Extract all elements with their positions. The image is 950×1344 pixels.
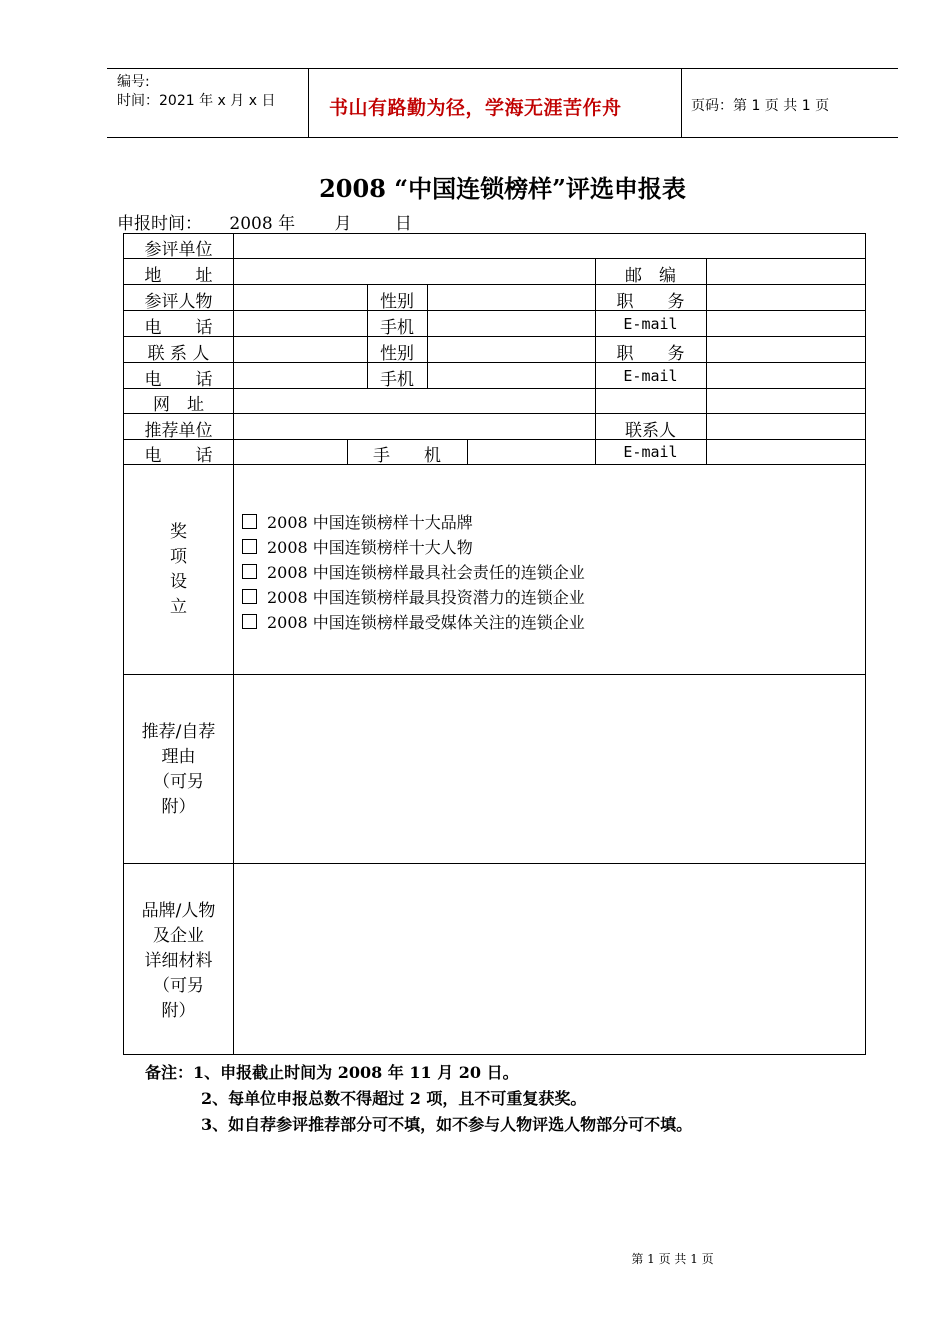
form-title: 2008 “中国连锁榜样”评选申报表 [319, 174, 686, 203]
contact-person-label: 联系人 [625, 421, 676, 441]
row-line [124, 439, 865, 440]
award-option[interactable]: 2008 中国连锁榜样十大品牌 [242, 510, 585, 535]
application-date [117, 209, 412, 234]
row-line [124, 258, 865, 259]
number-label: 编号: [117, 74, 150, 90]
mobile-label: 手机 [380, 370, 414, 390]
award-option[interactable]: 2008 中国连锁榜样最受媒体关注的连锁企业 [242, 610, 585, 635]
participant-unit-label: 参评单位 [144, 240, 213, 260]
email-label: E-mail [623, 367, 678, 385]
col-line [233, 234, 234, 1054]
email-label: E-mail [623, 443, 678, 461]
checkbox-icon[interactable] [242, 589, 257, 604]
header-divider [681, 69, 682, 137]
row-line [124, 863, 865, 864]
phone-label: 电 话 [144, 370, 213, 390]
phone-label: 电 话 [144, 446, 213, 466]
checkbox-icon[interactable] [242, 539, 257, 554]
row-line [124, 336, 865, 337]
col-line [467, 439, 468, 464]
row-line [124, 362, 865, 363]
time-label: 时间：2021 年 x 月 x 日 [117, 93, 276, 109]
awards-label: 奖 项 设 立 [170, 522, 187, 617]
header-meta [117, 73, 275, 111]
reason-label: 推荐/自荐 理由 （可另 附） [141, 722, 216, 817]
postcode-label: 邮 编 [625, 266, 676, 286]
position-label: 职 务 [616, 344, 685, 364]
note-item: 备注：1、申报截止时间为 2008 年 11 月 20 日。 [145, 1063, 519, 1082]
row-line [124, 284, 865, 285]
note-item: 2、每单位申报总数不得超过 2 项，且不可重复获奖。 [201, 1089, 587, 1108]
checkbox-icon[interactable] [242, 564, 257, 579]
row-line [124, 464, 865, 465]
row-line [124, 674, 865, 675]
date-year: 2008 年 [229, 214, 296, 234]
date-day: 日 [394, 214, 412, 234]
award-option[interactable]: 2008 中国连锁榜样最具社会责任的连锁企业 [242, 560, 585, 585]
award-option[interactable]: 2008 中国连锁榜样最具投资潜力的连锁企业 [242, 585, 585, 610]
position-label: 职 务 [616, 292, 685, 312]
application-table [123, 233, 866, 1055]
website-label: 网 址 [153, 395, 204, 415]
address-label: 地 址 [144, 266, 213, 286]
participant-person-label: 参评人物 [144, 292, 213, 312]
notes [145, 1060, 692, 1138]
date-month: 月 [334, 214, 352, 234]
gender-label: 性别 [380, 292, 414, 312]
gender-label: 性别 [380, 344, 414, 364]
header-divider [308, 69, 309, 137]
contact-label: 联 系 人 [147, 344, 210, 364]
mobile-label: 手机 [380, 318, 414, 338]
recommend-unit-label: 推荐单位 [144, 421, 213, 441]
page-footer: 第 1 页 共 1 页 [631, 1252, 714, 1266]
email-label: E-mail [623, 315, 678, 333]
row-line [124, 310, 865, 311]
phone-label: 电 话 [144, 318, 213, 338]
award-option[interactable]: 2008 中国连锁榜样十大人物 [242, 535, 585, 560]
note-item: 3、如自荐参评推荐部分可不填，如不参与人物评选人物部分可不填。 [201, 1115, 693, 1134]
awards-list [242, 510, 585, 635]
document-header [107, 68, 898, 138]
checkbox-icon[interactable] [242, 514, 257, 529]
col-line [427, 284, 428, 388]
row-line [124, 388, 865, 389]
date-label: 申报时间： [117, 214, 202, 234]
checkbox-icon[interactable] [242, 614, 257, 629]
material-label: 品牌/人物 及企业 详细材料 （可另 附） [141, 901, 216, 1021]
page-info: 页码：第 1 页 共 1 页 [691, 98, 830, 114]
row-line [124, 413, 865, 414]
mobile-label: 手 机 [373, 446, 441, 466]
col-line [706, 258, 707, 464]
motto: 书山有路勤为径，学海无涯苦作舟 [329, 97, 622, 119]
